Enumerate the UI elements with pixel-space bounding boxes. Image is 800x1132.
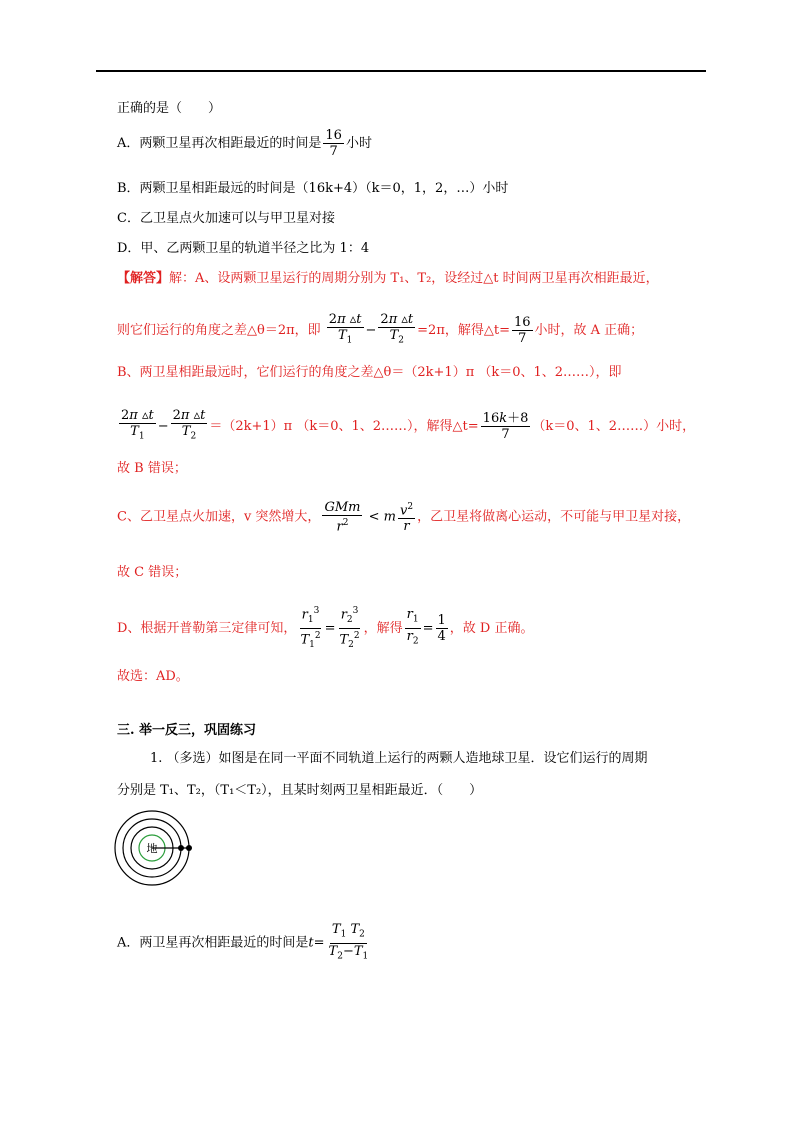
formula-frac: $\frac{2\pi ▵t}{T_2}$ <box>172 408 206 442</box>
satellite-inner <box>178 845 184 851</box>
text-segment: （k＝0、1、2……）小时， <box>532 418 696 434</box>
formula-frac: $\frac{16}{7}$ <box>513 314 531 346</box>
text-segment: ＝（2k+1）π （k＝0、1、2……），解得△t= <box>209 418 479 434</box>
answer-c-line1: C、乙卫星点火加速，v 突然增大， $\frac{\text{GMm}}{r^2}$ < m $\frac{v^2}{r}$ ，乙卫星将做离心运动，不可能与甲卫星对接， <box>117 500 691 535</box>
formula-frac: $\frac{1}{4}$ <box>437 612 446 644</box>
option-a <box>117 128 372 159</box>
text-segment: A．两卫星再次相距最近的时间是 <box>117 935 309 951</box>
problem-1-line1: 1. （多选）如图是在同一平面不同轨道上运行的两颗人造地球卫星．设它们运行的周期 <box>150 751 648 766</box>
problem-1-option-a: A．两卫星再次相距最近的时间是t= $\frac{T_1 T_2}{T_2-T_1}$ <box>117 922 372 964</box>
option-a-text: A．两颗卫星再次相距最近的时间是 <box>117 136 322 151</box>
option-d: D．甲、乙两颗卫星的轨道半径之比为 1：4 <box>117 241 370 256</box>
answer-b-line1: B、两卫星相距最远时，它们运行的角度之差△θ＝（2k+1）π （k＝0、1、2……），即 <box>117 365 622 380</box>
text-segment: ，乙卫星将做离心运动，不可能与甲卫星对接， <box>417 509 691 525</box>
orbit-diagram <box>114 810 200 886</box>
question-intro: 正确的是（ ） <box>117 101 222 116</box>
answer-b-line3: 故 B 错误； <box>117 461 187 476</box>
option-c: C．乙卫星点火加速可以与甲卫星对接 <box>117 211 335 226</box>
earth-label: 地 <box>146 842 158 855</box>
section-title: 三. 举一反三，巩固练习 <box>117 723 257 738</box>
answer-d: D、根据开普勒第三定律可知， $\frac{r_1^3}{T_1^2}$ = $\frac{r_2^3}{T_2^2}$ ，解得 $\frac{r_1}{r_2}$ = $\frac{1}{4}$ ，故 D 正确。 <box>117 604 533 653</box>
answer-a-line2: 则它们运行的角度之差△θ＝2π，即 $\frac{2\pi ▵t}{T_1}$ − $\frac{2\pi ▵t}{T_2}$ =2π，解得△t= $\frac{16}{7}$ 小时，故 A 正确； <box>117 312 643 349</box>
problem-1-line2: 分别是 T₁、T₂，（T₁＜T₂），且某时刻两卫星相距最近．（ ） <box>117 783 483 798</box>
text-segment: ，解得 <box>363 620 403 636</box>
formula-frac: $\frac{\text{GMm}}{r^2}$ <box>324 500 361 535</box>
answer-intro-text: 解：A、设两颗卫星运行的周期分别为 T₁、T₂，设经过△t 时间两卫星再次相距最近， <box>169 271 659 286</box>
formula-frac: $\frac{r_1^3}{T_1^2}$ <box>300 606 321 650</box>
formula-frac: $\frac{T_1 T_2}{T_2-T_1}$ <box>328 922 369 962</box>
text-segment: 则它们运行的角度之差△θ＝2π，即 <box>117 322 321 338</box>
fraction-numerator: 16 <box>325 128 342 143</box>
formula-frac: $\frac{r_1}{r_2}$ <box>406 607 419 647</box>
satellite-outer <box>186 845 192 851</box>
formula-frac: $\frac{16k+8}{7}$ <box>482 410 529 442</box>
text-segment: ，故 D 正确。 <box>449 620 534 636</box>
fraction-denominator: 7 <box>329 144 338 159</box>
option-b: B．两颗卫星相距最远的时间是（16k+4）（k＝0，1，2，…）小时 <box>117 181 509 196</box>
answer-tag: 【解答】 <box>117 271 170 286</box>
text-segment: =2π，解得△t= <box>417 322 510 338</box>
text-segment: D、根据开普勒第三定律可知， <box>117 620 297 636</box>
text-segment: C、乙卫星点火加速，v 突然增大， <box>117 509 321 525</box>
formula-frac: $\frac{v^2}{r}$ <box>399 502 414 535</box>
answer-final: 故选：AD。 <box>117 669 189 684</box>
header-rule <box>96 70 706 72</box>
answer-c-line2: 故 C 错误； <box>117 565 188 580</box>
formula-frac: $\frac{r_2^3}{T_2^2}$ <box>339 606 360 650</box>
answer-intro <box>117 270 659 288</box>
formula-frac: $\frac{2\pi ▵t}{T_1}$ <box>121 408 154 442</box>
option-a-unit: 小时 <box>345 136 372 151</box>
answer-b-line2: $\frac{2\pi ▵t}{T_1}$ − $\frac{2\pi ▵t}{T_2}$ ＝（2k+1）π （k＝0、1、2……），解得△t= $\frac{16k+8}{7}$ （k＝0、1、2……）小时， <box>117 408 695 445</box>
text-segment: 小时，故 A 正确； <box>534 322 644 338</box>
formula-frac: $\frac{2\pi ▵t}{T_2}$ <box>380 312 414 346</box>
option-a-fraction <box>323 128 344 159</box>
formula-frac: $\frac{2\pi ▵t}{T_1}$ <box>328 312 362 346</box>
